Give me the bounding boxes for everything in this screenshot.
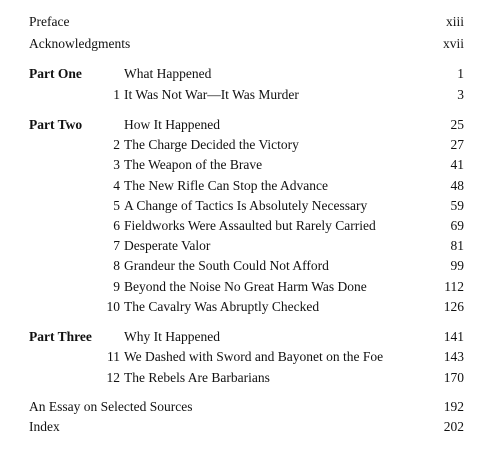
chapter-title: Fieldworks Were Assaulted but Rarely Carried: [124, 218, 376, 233]
part-label: Part Three: [29, 329, 92, 344]
chapter-title: A Change of Tactics Is Absolutely Necessary: [124, 198, 368, 213]
chapter-page: 48: [450, 178, 464, 193]
chapter-number: 8: [113, 258, 120, 273]
toc-chapter-row: [0, 298, 493, 316]
toc-row-essay-on-sources: [0, 398, 493, 416]
chapter-page: 99: [450, 258, 464, 273]
chapter-number: 5: [113, 198, 120, 213]
entry-page: 192: [443, 399, 464, 414]
chapter-title: The Charge Decided the Victory: [124, 137, 299, 152]
chapter-title: The New Rifle Can Stop the Advance: [124, 178, 328, 193]
chapter-number: 11: [107, 349, 120, 364]
toc-part-three: [0, 328, 493, 346]
entry-page: 202: [443, 419, 464, 434]
toc-chapter-row: [0, 177, 493, 195]
part-title: How It Happened: [124, 117, 220, 132]
chapter-page: 59: [450, 198, 464, 213]
toc-chapter-row: [0, 86, 493, 104]
chapter-title: Beyond the Noise No Great Harm Was Done: [124, 279, 367, 294]
part-title: What Happened: [124, 66, 212, 81]
toc-chapter-row: [0, 217, 493, 235]
chapter-page: 27: [450, 137, 464, 152]
chapter-page: 112: [444, 279, 464, 294]
chapter-page: 143: [443, 349, 464, 364]
chapter-number: 10: [106, 299, 120, 314]
entry-title: Acknowledgments: [29, 36, 131, 51]
chapter-title: Desperate Valor: [124, 238, 211, 253]
toc-chapter-row: [0, 197, 493, 215]
chapter-page: 81: [450, 238, 464, 253]
toc-chapter-row: [0, 156, 493, 174]
chapter-title: It Was Not War—It Was Murder: [124, 87, 299, 102]
chapter-title: We Dashed with Sword and Bayonet on the Foe: [124, 349, 384, 364]
toc-part-two: [0, 116, 493, 134]
part-title: Why It Happened: [124, 329, 220, 344]
chapter-title: The Cavalry Was Abruptly Checked: [124, 299, 320, 314]
entry-title: An Essay on Selected Sources: [29, 399, 193, 414]
chapter-page: 170: [443, 370, 464, 385]
entry-title: Preface: [29, 14, 70, 29]
toc-row-acknowledgments: [0, 35, 493, 53]
chapter-page: 69: [450, 218, 464, 233]
chapter-number: 7: [113, 238, 120, 253]
entry-title: Index: [29, 419, 60, 434]
toc-chapter-row: [0, 136, 493, 154]
chapter-title: The Rebels Are Barbarians: [124, 370, 270, 385]
part-label: Part One: [29, 66, 82, 81]
chapter-number: 9: [113, 279, 120, 294]
chapter-number: 6: [113, 218, 120, 233]
toc-chapter-row: [0, 369, 493, 387]
part-label: Part Two: [29, 117, 83, 132]
chapter-page: 126: [443, 299, 464, 314]
chapter-title: The Weapon of the Brave: [124, 157, 263, 172]
toc-chapter-row: [0, 278, 493, 296]
part-page: 141: [443, 329, 464, 344]
part-page: 25: [450, 117, 464, 132]
chapter-title: Grandeur the South Could Not Afford: [124, 258, 329, 273]
chapter-number: 4: [113, 178, 120, 193]
toc-part-one: [0, 65, 493, 83]
chapter-page: 3: [457, 87, 464, 102]
toc-chapter-row: [0, 348, 493, 366]
toc-chapter-row: [0, 257, 493, 275]
chapter-number: 2: [113, 137, 120, 152]
chapter-number: 3: [113, 157, 120, 172]
toc-chapter-row: [0, 237, 493, 255]
chapter-page: 41: [450, 157, 464, 172]
toc-row-preface: [0, 13, 493, 31]
chapter-number: 12: [106, 370, 120, 385]
part-page: 1: [457, 66, 464, 81]
toc-row-index: [0, 418, 493, 436]
chapter-number: 1: [113, 87, 120, 102]
entry-page: xiii: [445, 14, 464, 29]
entry-page: xvii: [442, 36, 464, 51]
